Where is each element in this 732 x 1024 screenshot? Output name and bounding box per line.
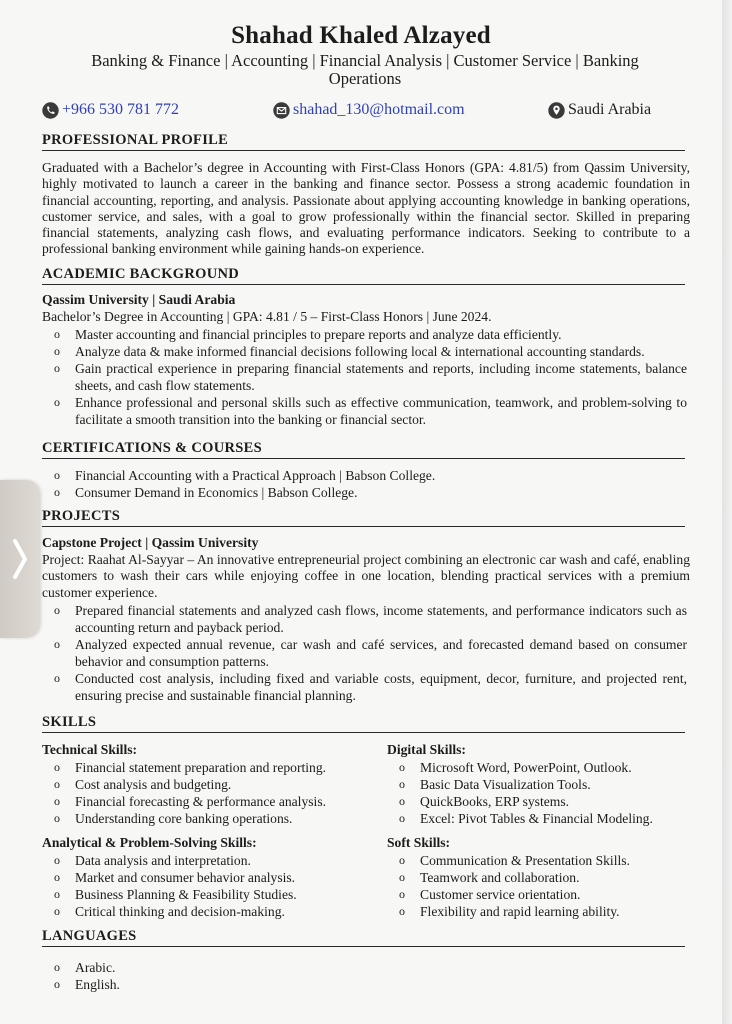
list-item bbox=[42, 810, 372, 827]
list-item bbox=[42, 484, 687, 501]
list-item bbox=[42, 869, 372, 886]
list-item bbox=[42, 394, 687, 428]
bullet-marker: o bbox=[54, 811, 60, 825]
list-item bbox=[387, 759, 707, 776]
bullet-marker: o bbox=[54, 794, 60, 808]
phone-icon bbox=[42, 102, 59, 119]
location-text: Saudi Arabia bbox=[568, 101, 652, 118]
list-item-text: Conducted cost analysis, including fixed and variable costs, equipment, decor, furniture, and projected rent, ensuring precise and sustainable financial planning. bbox=[75, 671, 687, 703]
location-contact bbox=[548, 101, 651, 119]
list-item-text: Financial forecasting & performance analysis. bbox=[75, 794, 327, 809]
bullet-marker: o bbox=[54, 760, 60, 774]
list-item bbox=[42, 636, 687, 670]
list-item bbox=[387, 886, 707, 903]
list-item bbox=[387, 793, 707, 810]
email-contact[interactable] bbox=[273, 101, 465, 119]
bullet-marker: o bbox=[54, 468, 60, 482]
list-item-text: Consumer Demand in Economics | Babson College. bbox=[75, 485, 358, 500]
list-item-text: Understanding core banking operations. bbox=[75, 811, 293, 826]
bullet-marker: o bbox=[399, 794, 405, 808]
phone-contact[interactable] bbox=[42, 101, 179, 119]
list-item bbox=[387, 852, 707, 869]
list-item-text: English. bbox=[75, 977, 120, 992]
list-item bbox=[42, 903, 372, 920]
bullet-marker: o bbox=[54, 395, 60, 409]
bullet-marker: o bbox=[54, 777, 60, 791]
bullet-marker: o bbox=[54, 603, 60, 617]
list-item-text: Flexibility and rapid learning ability. bbox=[420, 904, 620, 919]
section-heading-certifications: CERTIFICATIONS & COURSES bbox=[42, 440, 685, 459]
technical-skills-label: Technical Skills: bbox=[42, 742, 138, 757]
list-item-text: Prepared financial statements and analyzed cash flows, income statements, and performance indicators such as accounting return and payback period. bbox=[75, 603, 687, 635]
list-item bbox=[42, 976, 372, 993]
list-item-text: Teamwork and collaboration. bbox=[420, 870, 580, 885]
bullet-marker: o bbox=[54, 887, 60, 901]
headline: Banking & Finance | Accounting | Financial Analysis | Customer Service | Banking Operations bbox=[91, 51, 639, 88]
list-item bbox=[387, 776, 707, 793]
list-item-text: Cost analysis and budgeting. bbox=[75, 777, 232, 792]
section-heading-projects: PROJECTS bbox=[42, 508, 685, 527]
bullet-marker: o bbox=[54, 637, 60, 651]
list-item bbox=[42, 670, 687, 704]
bullet-marker: o bbox=[54, 977, 60, 991]
list-item bbox=[42, 852, 372, 869]
list-item-text: Analyzed expected annual revenue, car wash and café services, and forecasted demand based on consumer behavior and consumption patterns. bbox=[75, 637, 687, 669]
bullet-marker: o bbox=[399, 853, 405, 867]
analytical-skills-list bbox=[42, 852, 372, 920]
bullet-marker: o bbox=[399, 887, 405, 901]
list-item bbox=[42, 343, 687, 360]
page-edge bbox=[722, 0, 732, 1024]
list-item-text: Critical thinking and decision-making. bbox=[75, 904, 285, 919]
location-pin-icon bbox=[548, 102, 565, 119]
project-description: Project: Raahat Al-Sayyar – An innovative entrepreneurial project combining an electronic car wash and café, enabling customers to wash their cars while enjoying coffee in one location, blending practical services with a premium customer experience. bbox=[42, 552, 690, 600]
phone-number: +966 530 781 772 bbox=[62, 101, 180, 118]
bullet-marker: o bbox=[399, 904, 405, 918]
list-item bbox=[42, 602, 687, 636]
bullet-marker: o bbox=[54, 361, 60, 375]
list-item bbox=[387, 869, 707, 886]
list-item-text: Microsoft Word, PowerPoint, Outlook. bbox=[420, 760, 632, 775]
bullet-marker: o bbox=[399, 870, 405, 884]
list-item bbox=[387, 810, 707, 827]
bullet-marker: o bbox=[54, 853, 60, 867]
soft-skills-label: Soft Skills: bbox=[387, 835, 451, 850]
bullet-marker: o bbox=[54, 485, 60, 499]
bullet-marker: o bbox=[399, 811, 405, 825]
bullet-marker: o bbox=[54, 344, 60, 358]
email-address: shahad_130@hotmail.com bbox=[293, 101, 465, 118]
list-item-text: Gain practical experience in preparing financial statements and reports, including income statements, balance sheets, and cash flow statements. bbox=[75, 361, 687, 393]
list-item-text: Financial statement preparation and reporting. bbox=[75, 760, 327, 775]
chevron-right-icon bbox=[11, 538, 29, 580]
list-item bbox=[42, 886, 372, 903]
section-heading-languages: LANGUAGES bbox=[42, 928, 685, 947]
candidate-name: Shahad Khaled Alzayed bbox=[231, 22, 491, 49]
degree: Bachelor’s Degree in Accounting | GPA: 4.81 / 5 – First-Class Honors | June 2024. bbox=[42, 309, 492, 324]
section-heading-skills: SKILLS bbox=[42, 714, 685, 733]
bullet-marker: o bbox=[54, 904, 60, 918]
academic-bullet-list bbox=[42, 326, 687, 428]
list-item-text: Customer service orientation. bbox=[420, 887, 581, 902]
bullet-marker: o bbox=[399, 777, 405, 791]
list-item-text: Analyze data & make informed financial decisions following local & international accounting standards. bbox=[75, 344, 645, 359]
languages-list bbox=[42, 959, 372, 993]
list-item bbox=[42, 326, 687, 343]
list-item-text: QuickBooks, ERP systems. bbox=[420, 794, 570, 809]
list-item-text: Enhance professional and personal skills such as effective communication, teamwork, and problem-solving to facilitate a smooth transition into the banking or financial sector. bbox=[75, 395, 687, 427]
list-item bbox=[42, 776, 372, 793]
list-item bbox=[42, 793, 372, 810]
list-item bbox=[42, 360, 687, 394]
section-heading-profile: PROFESSIONAL PROFILE bbox=[42, 132, 685, 151]
list-item-text: Excel: Pivot Tables & Financial Modeling. bbox=[420, 811, 653, 826]
list-item bbox=[42, 759, 372, 776]
institution: Qassim University | Saudi Arabia bbox=[42, 292, 236, 307]
technical-skills-list bbox=[42, 759, 372, 827]
bullet-marker: o bbox=[399, 760, 405, 774]
list-item-text: Market and consumer behavior analysis. bbox=[75, 870, 296, 885]
digital-skills-label: Digital Skills: bbox=[387, 742, 466, 757]
project-bullet-list bbox=[42, 602, 687, 704]
list-item-text: Business Planning & Feasibility Studies. bbox=[75, 887, 297, 902]
list-item-text: Communication & Presentation Skills. bbox=[420, 853, 630, 868]
list-item bbox=[42, 467, 687, 484]
project-name: Capstone Project | Qassim University bbox=[42, 535, 259, 550]
bullet-marker: o bbox=[54, 671, 60, 685]
list-item-text: Financial Accounting with a Practical Approach | Babson College. bbox=[75, 468, 436, 483]
certifications-list bbox=[42, 467, 687, 501]
bullet-marker: o bbox=[54, 960, 60, 974]
list-item bbox=[387, 903, 707, 920]
soft-skills-list bbox=[387, 852, 707, 920]
list-item-text: Data analysis and interpretation. bbox=[75, 853, 251, 868]
bullet-marker: o bbox=[54, 870, 60, 884]
expand-panel-handle[interactable] bbox=[0, 480, 40, 638]
section-heading-academic: ACADEMIC BACKGROUND bbox=[42, 266, 685, 285]
list-item-text: Arabic. bbox=[75, 960, 116, 975]
list-item-text: Master accounting and financial principles to prepare reports and analyze data efficiently. bbox=[75, 327, 562, 342]
profile-text: Graduated with a Bachelor’s degree in Accounting with First-Class Honors (GPA: 4.81/5) from Qassim University, highly motivated to launch a career in the banking and finance sector. Possess a strong academic foundation in financial accounting, reporting, and analysis. Passionate about applying accounting knowledge in banking operations, customer service, and sales, with a goal to grow professionally within the financial sector. Skilled in preparing financial statements, analyzing cash flows, and evaluating performance indicators. Seeking to contribute to a professional banking environment while gaining hands-on experience. bbox=[42, 160, 690, 257]
digital-skills-list bbox=[387, 759, 707, 827]
email-icon bbox=[273, 102, 290, 119]
bullet-marker: o bbox=[54, 327, 60, 341]
list-item bbox=[42, 959, 372, 976]
list-item-text: Basic Data Visualization Tools. bbox=[420, 777, 591, 792]
analytical-skills-label: Analytical & Problem-Solving Skills: bbox=[42, 835, 257, 850]
